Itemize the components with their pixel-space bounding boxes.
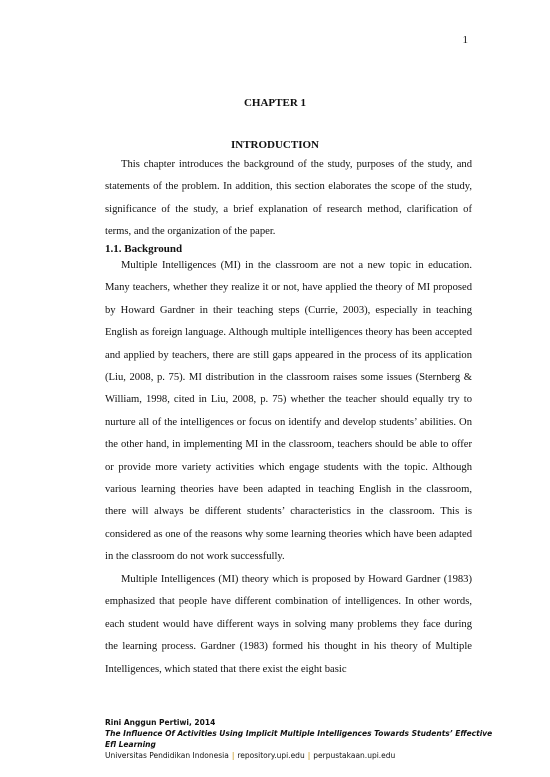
footer-university: Universitas Pendidikan Indonesia [105, 751, 229, 760]
paragraph-text: Multiple Intelligences (MI) theory which is proposed by Howard Gardner (1983) emphasized that people have different combination of intelligences. In other words, each student would have different ways in solving many problems they face during the learning process. Gardner (1983) formed his thought in his theory of Multiple Intelligences, which stated that there exist the eight basic [105, 574, 472, 675]
paragraph-intro [105, 154, 472, 244]
paragraph-text: This chapter introduces the background of the study, purposes of the study, and statements of the problem. In addition, this section elaborates the scope of the study, significance of the study, a brief explanation of research method, clarification of terms, and the organization of the paper. [105, 159, 472, 238]
page-number: 1 [462, 34, 468, 46]
paragraph-background [105, 255, 472, 569]
section-title: INTRODUCTION [230, 139, 319, 151]
footer-author: Rini Anggun Pertiwi, 2014 [105, 718, 216, 727]
footer-separator: | [307, 751, 311, 760]
subsection-heading: 1.1. Background [105, 243, 183, 255]
paragraph-text: Multiple Intelligences (MI) in the classroom are not a new topic in education. Many teachers, whether they realize it or not, have applied the theory of MI proposed by Howard Gardner in their teaching steps (Currie, 2003), especially in teaching English as foreign language. Although multiple intelligences theory has been accepted and applied by teachers, there are still gaps appeared in the process of its application (Liu, 2008, p. 75). MI distribution in the classroom raises some issues (Sternberg & William, 1998, cited in Liu, 2008, p. 75) whether the teacher should equally try to nurture all of the intelligences or focus on identify and develop students’ abilities. On the other hand, in implementing MI in the classroom, teachers should be able to offer or provide more variety activities which engage students with the topic. Although various learning theories have been adapted in teaching English in the classroom, there will always be different students’ characteristics in the classroom. This is considered as one of the reasons why some learning theories which have been adapted in the classroom do not work successfully. [105, 260, 472, 563]
chapter-label: CHAPTER 1 [243, 97, 307, 109]
footer-separator: | [231, 751, 235, 760]
footer-repository-link[interactable]: repository.upi.edu [237, 751, 305, 760]
footer-thesis-title: The Influence Of Activities Using Implicit Multiple Intelligences Towards Students’ Effective Efl Learning [105, 729, 493, 749]
paragraph-mi-theory [105, 569, 472, 681]
page-footer [105, 717, 505, 761]
footer-links [105, 750, 505, 761]
footer-library-link[interactable]: perpustakaan.upi.edu [313, 751, 396, 760]
